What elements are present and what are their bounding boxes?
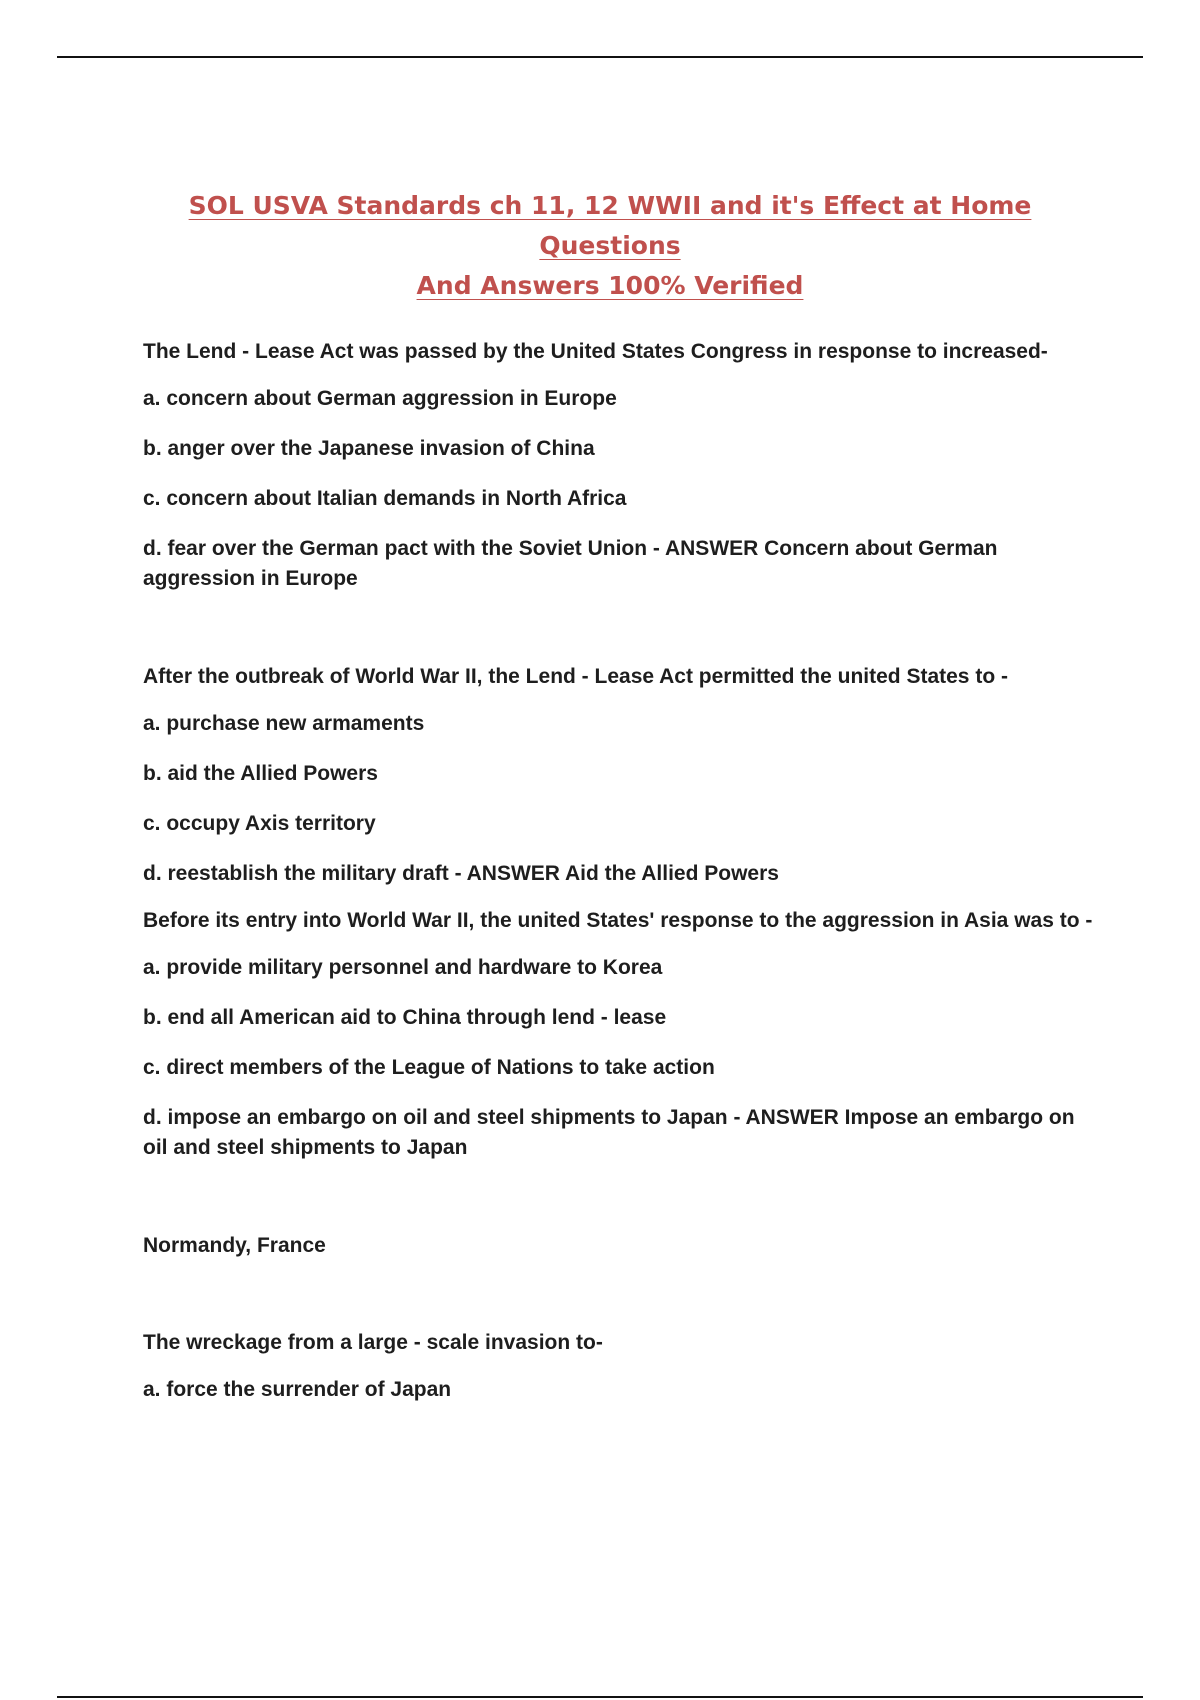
question-block xyxy=(143,1328,1093,1405)
answer-option: c. direct members of the League of Nations to take action xyxy=(143,1056,715,1079)
question-text: After the outbreak of World War II, the Lend - Lease Act permitted the united States to - xyxy=(143,665,1008,688)
answer-option: d. fear over the German pact with the Soviet Union - ANSWER Concern about German aggression in Europe xyxy=(143,537,998,590)
answer-option: a. concern about German aggression in Europe xyxy=(143,387,617,410)
title-line-2: And Answers 100% Verified xyxy=(416,271,804,300)
question-text: Before its entry into World War II, the united States' response to the aggression in Asia was to - xyxy=(143,909,1093,932)
answer-option: a. force the surrender of Japan xyxy=(143,1378,452,1401)
top-rule xyxy=(57,56,1143,58)
answer-option: a. provide military personnel and hardware to Korea xyxy=(143,956,663,979)
answer-option: d. reestablish the military draft - ANSWER Aid the Allied Powers xyxy=(143,862,779,885)
answer-option: b. end all American aid to China through lend - lease xyxy=(143,1006,667,1029)
title-line-1: SOL USVA Standards ch 11, 12 WWII and it's Effect at Home Questions xyxy=(188,191,1032,260)
document-body xyxy=(143,337,1093,1425)
question-block xyxy=(143,906,1093,1163)
answer-option: a. purchase new armaments xyxy=(143,712,425,735)
answer-option: d. impose an embargo on oil and steel shipments to Japan - ANSWER Impose an embargo on oil and steel shipments to Japan xyxy=(143,1106,1075,1159)
answer-option: c. concern about Italian demands in North Africa xyxy=(143,487,627,510)
answer-option: b. aid the Allied Powers xyxy=(143,762,378,785)
question-text: The wreckage from a large - scale invasion to- xyxy=(143,1331,603,1354)
answer-option: b. anger over the Japanese invasion of China xyxy=(143,437,595,460)
question-block xyxy=(143,662,1093,889)
question-text: The Lend - Lease Act was passed by the United States Congress in response to increased- xyxy=(143,340,1048,363)
document-title xyxy=(120,186,1100,306)
standalone-answer-text: Normandy, France xyxy=(143,1234,326,1257)
answer-option: c. occupy Axis territory xyxy=(143,812,376,835)
question-block xyxy=(143,337,1093,594)
bottom-rule xyxy=(57,1696,1143,1698)
